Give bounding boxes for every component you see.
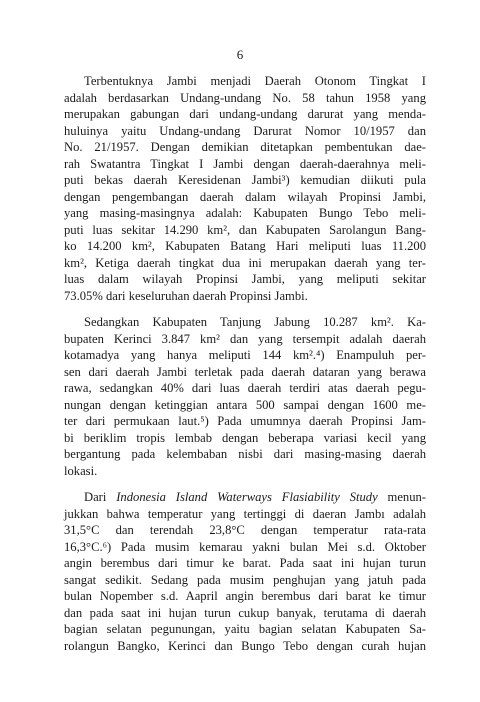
text-fragment: Dari	[84, 490, 117, 504]
text-line: rawa, sedangkan 40% dari luas daerah terdiri atas daerah pegu-	[64, 381, 426, 395]
text-line: puti luas sekitar 14.290 km², dan Kabupaten Sarolangun Bang-	[64, 222, 426, 237]
text-line: adalah berdasarkan Undang-undang No. 58 tahun 1958 yang	[64, 90, 426, 105]
text-line: merupakan gabungan dari undang-undang darurat yang menda-	[64, 107, 426, 121]
text-line: lokasi.	[64, 463, 98, 478]
text-line: bi beriklim tropis lembab dengan beberapa variasi kecil yang	[64, 430, 426, 445]
text-line: sangat sedikit. Sedang pada musim penghujan yang jatuh pada	[64, 572, 426, 587]
text-line: bupaten Kerinci 3.847 km² dan yang tersempit adalah daerah	[64, 331, 426, 346]
text-line: kotamadya yang hanya meliputi 144 km².⁴) Enampuluh per-	[64, 348, 426, 362]
text-line	[64, 489, 426, 506]
text-line: rolangun Bangko, Kerinci dan Bungo Tebo dengan curah hujan	[64, 638, 426, 653]
text-line: ko 14.200 km², Kabupaten Batang Hari meliputi luas 11.200	[64, 239, 426, 253]
text-line: No. 21/1957. Dengan demikian ditetapkan pembentukan dae-	[64, 140, 426, 154]
text-line: luas dalam wilayah Propinsi Jambi, yang meliputi sekitar	[64, 272, 426, 286]
paragraph-3	[64, 489, 426, 654]
text-line: ter dari permukaan laut.⁵) Pada umumnya daerah Propinsi Jam-	[64, 414, 426, 428]
text-line: yang masing-masingnya adalah: Kabupaten Bungo Tebo meli-	[64, 206, 426, 220]
text-line: dan pada saat ini hujan turun cukup banyak, terutama di daerah	[64, 605, 426, 620]
study-title: Indonesia Island Waterways Flasiability Study	[116, 490, 378, 504]
text-line: nungan dengan ketinggian antara 500 sampai dengan 1600 me-	[64, 397, 426, 412]
paragraph-1	[64, 73, 426, 304]
text-line: sen dari daerah Jambi terletak pada daerah dataran yang berawa	[64, 364, 426, 379]
body-text	[64, 73, 426, 664]
text-line: Terbentuknya Jambi menjadi Daerah Otonom Tingkat I	[84, 74, 426, 88]
text-fragment: menun-	[377, 490, 426, 504]
text-line: 31,5°C dan terendah 23,8°C dengan temperatur rata-rata	[64, 523, 426, 537]
text-line: Sedangkan Kabupaten Tanjung Jabung 10.287 km². Ka-	[84, 315, 426, 329]
text-line: bulan Nopember s.d. Aapril angin berembus dari barat ke timur	[64, 589, 426, 603]
text-line: jukkan bahwa temperatur yang tertinggi di daeran Jambı adalah	[64, 506, 426, 521]
page-number: 6	[236, 47, 244, 62]
paragraph-2	[64, 314, 426, 479]
text-line: dengan pengembangan daerah dalam wilayah Propinsi Jambi,	[64, 189, 426, 204]
text-line: rah Swatantra Tingkat I Jambi dengan daerah-daerahnya meli-	[64, 156, 426, 171]
text-line: 16,3°C.⁶) Pada musim kemarau yakni bulan Mei s.d. Oktober	[64, 539, 426, 554]
text-line: puti bekas daerah Keresidenan Jambi³) kemudian diikuti pula	[64, 173, 426, 187]
text-line: huluinya yaitu Undang-undang Darurat Nomor 10/1957 dan	[64, 123, 426, 138]
text-line: angin berembus dari timur ke barat. Pada saat ini hujan turun	[64, 556, 426, 570]
text-line: bergantung pada kelembaban nisbi dari masing-masing daerah	[64, 447, 426, 461]
text-line: km², Ketiga daerah tingkat dua ini merupakan daerah yang ter-	[64, 255, 426, 270]
text-line: bagian selatan pegunungan, yaitu bagian selatan Kabupaten Sa-	[64, 622, 426, 636]
text-line: 73.05% dari keseluruhan daerah Propinsi Jambi.	[64, 288, 308, 303]
